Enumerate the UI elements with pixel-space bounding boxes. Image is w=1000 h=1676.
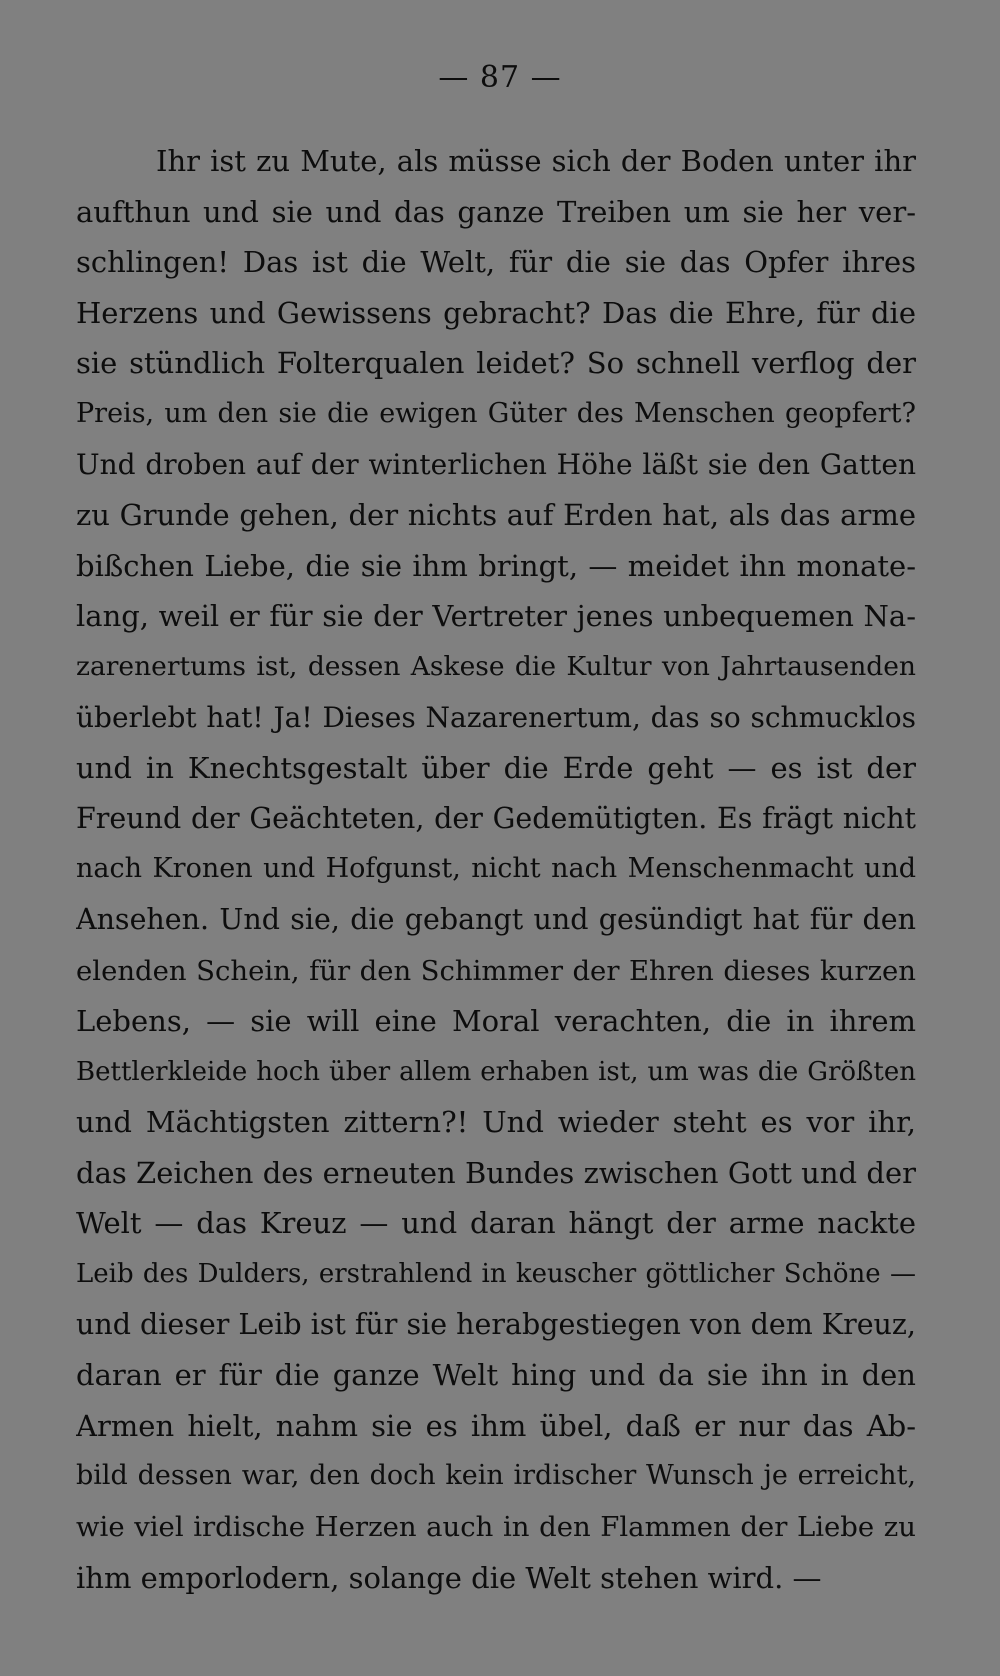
text-line: Ihr ist zu Mute, als müsse sich der Boden unter ihr bbox=[156, 144, 916, 178]
text-line: Armen hielt, nahm sie es ihm übel, daß er nur das Ab- bbox=[76, 1408, 916, 1443]
text-line: und dieser Leib ist für sie herabgestiegen von dem Kreuz, bbox=[76, 1307, 916, 1341]
text-line: lang, weil er für sie der Vertreter jenes unbequemen Na- bbox=[76, 599, 916, 634]
text-line: wie viel irdische Herzen auch in den Flammen der Liebe zu bbox=[76, 1511, 916, 1544]
text-line: Lebens, — sie will eine Moral verachten, die in ihrem bbox=[76, 1004, 916, 1039]
text-line: ihm emporlodern, solange die Welt stehen wird. — bbox=[76, 1560, 822, 1595]
text-line: zu Grunde gehen, der nichts auf Erden hat, als das arme bbox=[76, 498, 916, 533]
text-line: Ansehen. Und sie, die gebangt und gesündigt hat für den bbox=[76, 902, 916, 936]
text-line: schlingen! Das ist die Welt, für die sie das Opfer ihres bbox=[76, 245, 916, 280]
text-line: Welt — das Kreuz — und daran hängt der arme nackte bbox=[76, 1206, 916, 1241]
text-line: bißchen Liebe, die sie ihm bringt, — meidet ihn monate- bbox=[76, 548, 916, 583]
page-number: — 87 — bbox=[438, 60, 562, 95]
text-line: und Mächtigsten zittern?! Und wieder steht es vor ihr, bbox=[76, 1105, 916, 1140]
text-line: Und droben auf der winterlichen Höhe läßt sie den Gatten bbox=[76, 447, 916, 481]
text-line: Herzens und Gewissens gebracht? Das die Ehre, für die bbox=[76, 295, 916, 330]
text-line: aufthun und sie und das ganze Treiben um sie her ver- bbox=[76, 194, 916, 229]
text-line: bild dessen war, den doch kein irdischer Wunsch je erreicht, bbox=[76, 1460, 916, 1492]
text-line: zarenertums ist, dessen Askese die Kultur von Jahrtausenden bbox=[76, 650, 916, 682]
text-line: nach Kronen und Hofgunst, nicht nach Menschenmacht und bbox=[76, 853, 916, 885]
text-line: elenden Schein, für den Schimmer der Ehren dieses kurzen bbox=[76, 954, 916, 987]
text-line: Leib des Dulders, erstrahlend in keuscher göttlicher Schöne — bbox=[76, 1259, 916, 1290]
text-line: das Zeichen des erneuten Bundes zwischen Gott und der bbox=[76, 1155, 916, 1190]
text-line: Freund der Geächteten, der Gedemütigten. Es frägt nicht bbox=[76, 801, 916, 835]
text-line: daran er für die ganze Welt hing und da sie ihn in den bbox=[76, 1358, 916, 1393]
text-line: sie stündlich Folterqualen leidet? So schnell verflog der bbox=[76, 346, 916, 381]
body-text bbox=[76, 136, 916, 1603]
text-line: und in Knechtsgestalt über die Erde geht — es ist der bbox=[76, 751, 916, 786]
text-line: Preis, um den sie die ewigen Güter des Menschen geopfert? bbox=[76, 397, 916, 429]
text-line: Bettlerkleide hoch über allem erhaben ist, um was die Größten bbox=[76, 1056, 916, 1087]
text-line: überlebt hat! Ja! Dieses Nazarenertum, das so schmucklos bbox=[76, 700, 916, 734]
